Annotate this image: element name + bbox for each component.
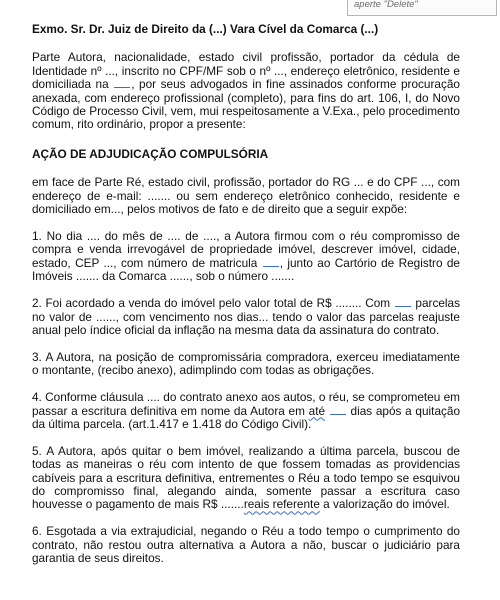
spellcheck-flag-ate[interactable]: até — [308, 403, 326, 418]
item-5-paragraph — [32, 445, 460, 512]
defendant-paragraph: em face de Parte Ré, estado civil, profissão, portador do RG ... e do CPF ..., com endereço de e-mail: ....... ou sem endereço eletrônico conhecido, residente e domiciliado em..., pelos motivos de fato e de direito que a seguir expõe: — [32, 175, 460, 217]
item-2-part1: 2. Foi acordado a venda do imóvel pelo valor total de R$ ........ Com — [32, 296, 391, 311]
item-4-part1: 4. Conforme cláusula .... do contrato anexo aos autos, o réu, se comprometeu em passar a escritura definitiva em nome da Autora em — [32, 390, 460, 418]
item-1-part2: , junto ao Cartório de Registro de Imóveis ....... da Comarca ......, sob o número ....... — [32, 255, 460, 284]
addressee-heading: Exmo. Sr. Dr. Juiz de Direito da (...) Vara Cível da Comarca (...) — [32, 22, 379, 36]
intro-paragraph — [32, 51, 460, 131]
intro-text-part2: , por seus advogados in fine assinados conforme procuração anexada, com endereço profissional (completo), para fins do art. 106, I, do Novo Código de Processo Civil, vem, mui respeitosamente a V.Exa., pelo procedimento comum, rito ordinário, propor a presente: — [32, 77, 460, 132]
item-4-part2: dias após a quitação da última parcela. (art.1.417 e 1.418 do Código Civil). — [32, 403, 461, 431]
spellcheck-flag-reais-referente[interactable]: reais referente — [243, 497, 320, 512]
item-3-paragraph: 3. A Autora, na posição de compromissária compradora, exerceu imediatamente o montante, (recibo anexo), adimplindo com todas as obrigações. — [32, 349, 460, 378]
item-5-part2: a valorização do imóvel. — [323, 497, 450, 512]
document-body — [32, 23, 460, 579]
fill-in-blank-installments[interactable] — [395, 305, 411, 307]
item-1-paragraph — [32, 230, 460, 284]
item-6-paragraph: 6. Esgotada a via extrajudicial, negando o Réu a todo tempo o cumprimento do contrato, não restou outra alternativa a Autora a não, buscar o judiciário para garantia de seus direitos. — [32, 524, 460, 566]
item-2-paragraph — [32, 297, 460, 337]
action-title: AÇÃO DE ADJUDICAÇÃO COMPULSÓRIA — [32, 146, 269, 161]
comment-balloon[interactable] — [347, 0, 497, 16]
fill-in-blank-address[interactable] — [114, 86, 130, 88]
item-4-paragraph — [32, 391, 460, 431]
comment-line-2: aperte "Delete" — [354, 0, 418, 10]
fill-in-blank-days[interactable] — [330, 413, 346, 415]
fill-in-blank-registration[interactable] — [263, 265, 279, 267]
intro-text-part1: Parte Autora, nacionalidade, estado civil profissão, portador da cédula de Identidade nº ..., inscrito no CPF/MF sob o nº ..., endereço eletrônico, residente e domiciliada na — [32, 50, 460, 92]
item-2-part2: parcelas no valor de ......, com vencimento nos dias... tendo o valor das parcelas reajuste anual pelo índice oficial da inflação na mesma data da assinatura do contrato. — [32, 296, 460, 337]
item-1-part1: 1. No dia .... do mês de .... de ...., a Autora firmou com o réu compromisso de compra e venda irrevogável de propriedade imóvel, descrever imóvel, cidade, estado, CEP ..., com número de matricula — [32, 228, 460, 270]
item-5-part1: 5. A Autora, após quitar o bem imóvel, realizando a última parcela, buscou de todas as maneiras o réu com intento de que fossem tomadas as providencias cabíveis para a escritura definitiva, entrementes o Réu a todo tempo se esquivou do compromisso final, alegando ainda, somente passar a escritura caso houvesse o pagamento de mais R$ ....... — [32, 443, 460, 512]
